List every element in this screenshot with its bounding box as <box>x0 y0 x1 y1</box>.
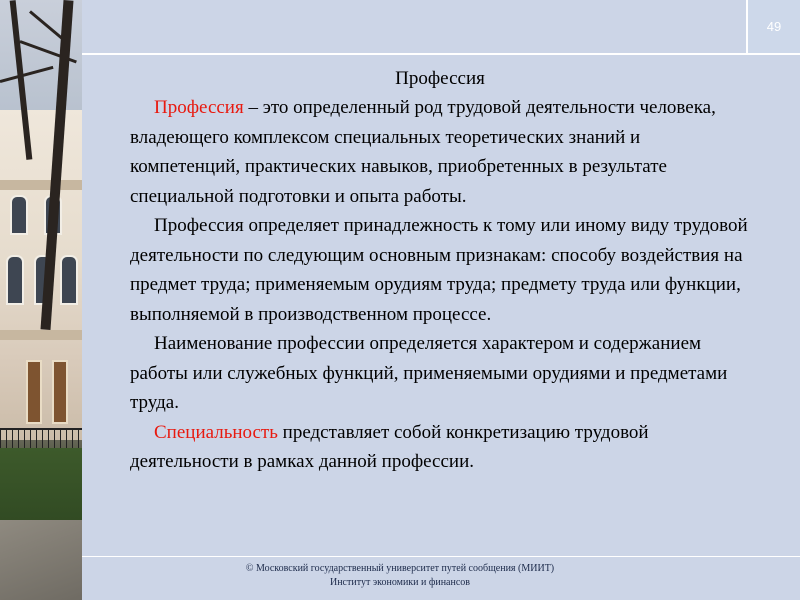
slide-title: Профессия <box>395 68 485 89</box>
paragraph-profession-name <box>130 329 750 418</box>
footer-university: © Московский государственный университет путей сообщения (МИИТ) <box>245 563 555 574</box>
paragraph-text: Профессия определяет принадлежность к тому или иному виду трудовой деятельности по следующим основным признакам: способу воздействия на предмет труда; применяемым орудиям труда; предмету труда или функции, выполняемой в производственном процессе. <box>130 215 748 325</box>
footer <box>200 562 600 590</box>
building-photo <box>0 0 82 600</box>
facade-cornice <box>0 180 82 190</box>
building-door <box>52 360 68 424</box>
term-specialty: Специальность <box>154 421 278 443</box>
paragraph-text: представляет собой конкретизацию трудовой деятельности в рамках данной профессии. <box>130 421 649 472</box>
paragraph-text: Наименование профессии определяется характером и содержанием работы или служебных функций, применяемыми орудиями и предметами труда. <box>130 333 728 413</box>
page-number-box <box>746 0 800 53</box>
page-number: 49 <box>766 19 782 34</box>
paragraph-text: – это определенный род трудовой деятельности человека, владеющего комплексом специальных теоретических знаний и компетенций, практических навыков, приобретенных в результате специальной подготовки и опыта работы. <box>130 97 716 207</box>
header-divider <box>82 53 800 55</box>
building-window <box>10 195 28 235</box>
facade-cornice <box>0 330 82 340</box>
building-window <box>60 255 78 305</box>
tree-branch <box>0 66 54 83</box>
fence <box>0 428 82 450</box>
footer-divider <box>82 556 800 557</box>
building-door <box>26 360 42 424</box>
building-window <box>6 255 24 305</box>
paragraph-profession-definition <box>130 93 750 211</box>
footer-institute: Институт экономики и финансов <box>329 577 471 588</box>
pavement <box>0 520 82 600</box>
slide-content <box>130 64 750 477</box>
paragraph-specialty <box>130 418 750 477</box>
paragraph-profession-criteria <box>130 211 750 329</box>
term-profession: Профессия <box>154 97 244 118</box>
